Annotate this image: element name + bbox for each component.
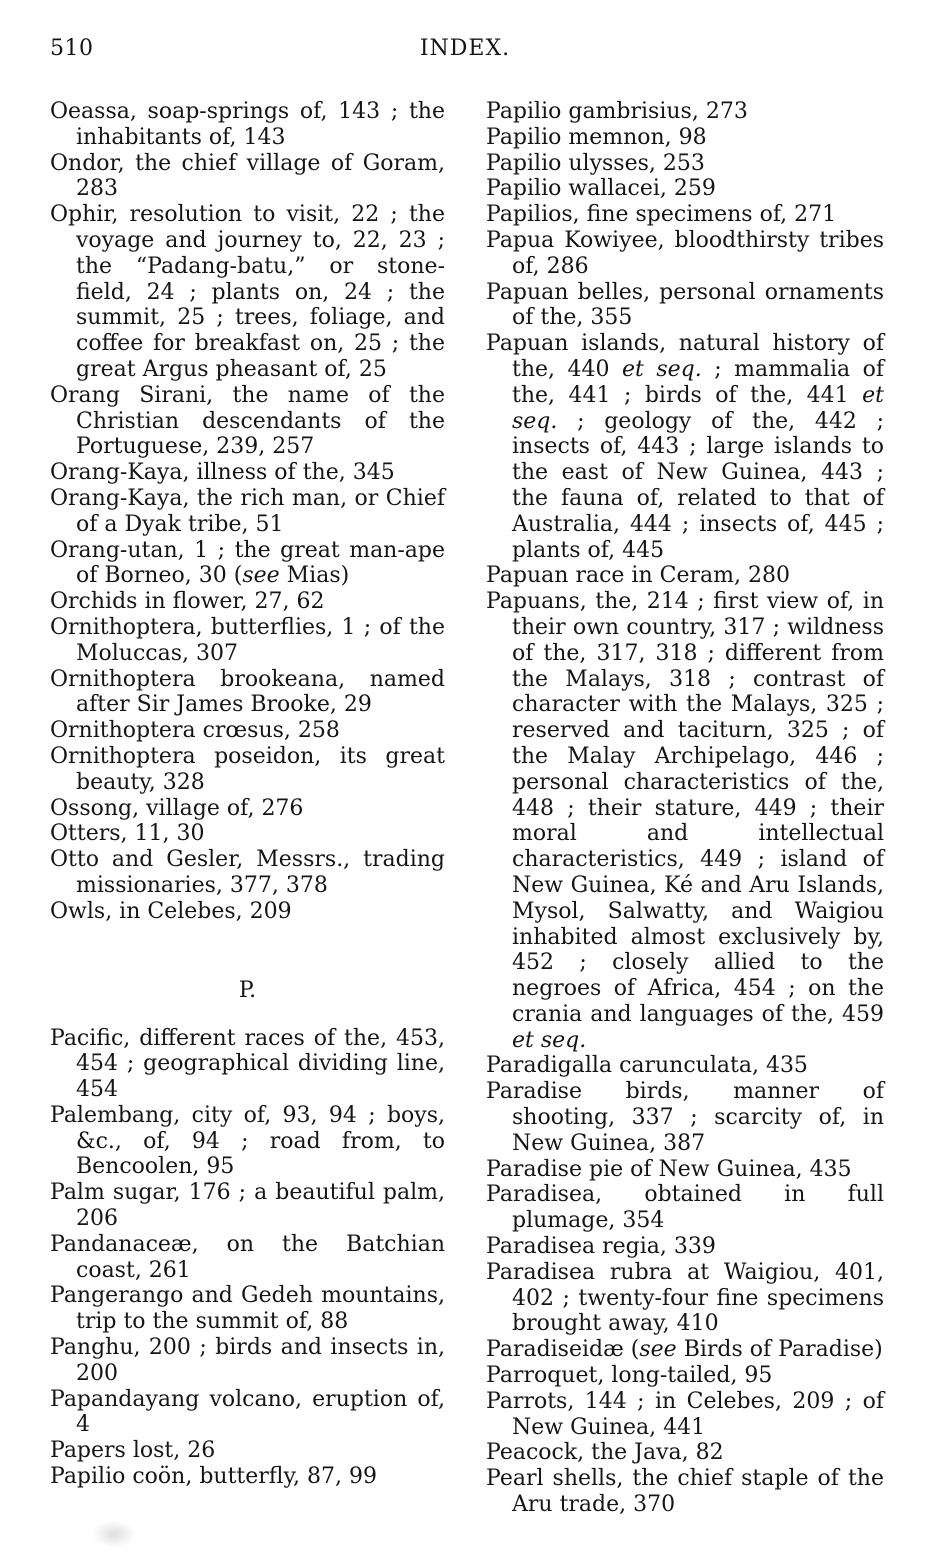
index-entry: Papuan belles, personal ornaments of the, 355 — [486, 279, 884, 331]
index-entry: Ornithoptera, butterflies, 1 ; of the Moluccas, 307 — [50, 614, 445, 666]
index-entry: Papilio wallacei, 259 — [486, 176, 716, 202]
index-entry: Papers lost, 26 — [50, 1438, 216, 1464]
index-entry: Orang-Kaya, illness of the, 345 — [50, 460, 395, 486]
index-entry: Papuan race in Ceram, 280 — [486, 563, 790, 589]
index-entry: Palm sugar, 176 ; a beautiful palm, 206 — [50, 1180, 445, 1232]
index-entry: Papilio memnon, 98 — [486, 124, 707, 150]
index-entry: Oeassa, soap-springs of, 143 ; the inhabitants of, 143 — [50, 99, 445, 150]
index-entry: Parroquet, long-tailed, 95 — [486, 1363, 773, 1389]
index-entry: Orang-Kaya, the rich man, or Chief of a Dyak tribe, 51 — [50, 485, 445, 537]
index-entry: Palembang, city of, 93, 94 ; boys, &c., of, 94 ; road from, to Bencoolen, 95 — [50, 1102, 445, 1180]
left-entries-p — [50, 1026, 445, 1490]
index-entry: Papuans, the, 214 ; first view of, in their own country, 317 ; wildness of the, 317, 318 ; different from the Malays, 318 ; contrast of character with the Malays, 325 ; reserved and taciturn, 325 ; of the Malay Archipelago, 446 ; personal characteristics of the, 448 ; their stature, 449 ; their moral and intellectual characteristics, 449 ; island of New Guinea, Ké and Aru Islands, Mysol, Salwatty, and Waigiou inhabited almost exclusively by, 452 ; closely allied to the negroes of Africa, 454 ; on the crania and languages of the, 459 et seq. — [486, 589, 884, 1053]
page-number: 510 — [50, 36, 94, 61]
index-entry: Papilio coön, butterfly, 87, 99 — [50, 1464, 377, 1490]
index-entry: Orchids in flower, 27, 62 — [50, 589, 325, 615]
left-column — [50, 99, 445, 1490]
index-entry: Ondor, the chief village of Goram, 283 — [50, 150, 445, 202]
index-entry: Otto and Gesler, Messrs., trading missionaries, 377, 378 — [50, 847, 445, 898]
index-entry: Owls, in Celebes, 209 — [50, 898, 292, 924]
index-entry: Papua Kowiyee, bloodthirsty tribes of, 286 — [486, 227, 884, 279]
index-entry: Pangerango and Gedeh mountains, trip to the summit of, 88 — [50, 1283, 445, 1335]
index-entry: Orang-utan, 1 ; the great man-ape of Borneo, 30 (see Mias) — [50, 537, 445, 589]
index-entry: Otters, 11, 30 — [50, 821, 205, 847]
index-entry: Paradigalla carunculata, 435 — [486, 1053, 808, 1079]
index-entry: Paradiseidæ (see Birds of Paradise) — [486, 1337, 883, 1363]
index-entry: Pacific, different races of the, 453, 454 ; geographical dividing line, 454 — [50, 1025, 445, 1103]
left-entries-o — [50, 99, 445, 925]
paper-speck — [92, 1520, 136, 1548]
index-entry: Ornithoptera poseidon, its great beauty, 328 — [50, 743, 445, 795]
index-entry: Pearl shells, the chief staple of the Aru trade, 370 — [486, 1466, 884, 1518]
index-entry: Paradisea rubra at Waigiou, 401, 402 ; twenty-four fine specimens brought away, 410 — [486, 1259, 884, 1337]
index-entry: Pandanaceæ, on the Batchian coast, 261 — [50, 1231, 445, 1283]
section-letter: P. — [238, 977, 257, 1003]
index-entry: Paradise pie of New Guinea, 435 — [486, 1156, 852, 1182]
right-column — [486, 99, 884, 1518]
index-entry: Papuan islands, natural history of the, 440 et seq. ; mammalia of the, 441 ; birds of the, 441 et seq. ; geology of the, 442 ; insects of, 443 ; large islands to the east of New Guinea, 443 ; the fauna of, related to that of Australia, 444 ; insects of, 445 ; plants of, 445 — [486, 331, 884, 563]
index-entry: Papilio ulysses, 253 — [486, 150, 705, 176]
index-entry: Peacock, the Java, 82 — [486, 1440, 724, 1466]
index-entry: Papilio gambrisius, 273 — [486, 99, 748, 124]
index-entry: Ossong, village of, 276 — [50, 795, 304, 821]
index-entry: Parrots, 144 ; in Celebes, 209 ; of New Guinea, 441 — [486, 1388, 884, 1440]
index-entry: Orang Sirani, the name of the Christian descendants of the Portuguese, 239, 257 — [50, 382, 445, 460]
running-head: INDEX. — [419, 36, 511, 61]
index-entry: Paradisea, obtained in full plumage, 354 — [486, 1182, 884, 1234]
index-entry: Panghu, 200 ; birds and insects in, 200 — [50, 1335, 445, 1386]
index-entry: Ornithoptera brookeana, named after Sir James Brooke, 29 — [50, 666, 445, 718]
right-entries — [486, 99, 884, 1518]
index-entry: Paradisea regia, 339 — [486, 1234, 716, 1260]
index-entry: Ornithoptera crœsus, 258 — [50, 718, 340, 744]
index-entry: Ophir, resolution to visit, 22 ; the voyage and journey to, 22, 23 ; the “Padang-batu,” or stone-field, 24 ; plants on, 24 ; the summit, 25 ; trees, foliage, and coffee for breakfast on, 25 ; the great Argus pheasant of, 25 — [50, 202, 445, 382]
index-entry: Papandayang volcano, eruption of, 4 — [50, 1386, 445, 1438]
index-entry: Paradise birds, manner of shooting, 337 ; scarcity of, in New Guinea, 387 — [486, 1079, 884, 1156]
index-entry: Papilios, fine specimens of, 271 — [486, 202, 837, 228]
